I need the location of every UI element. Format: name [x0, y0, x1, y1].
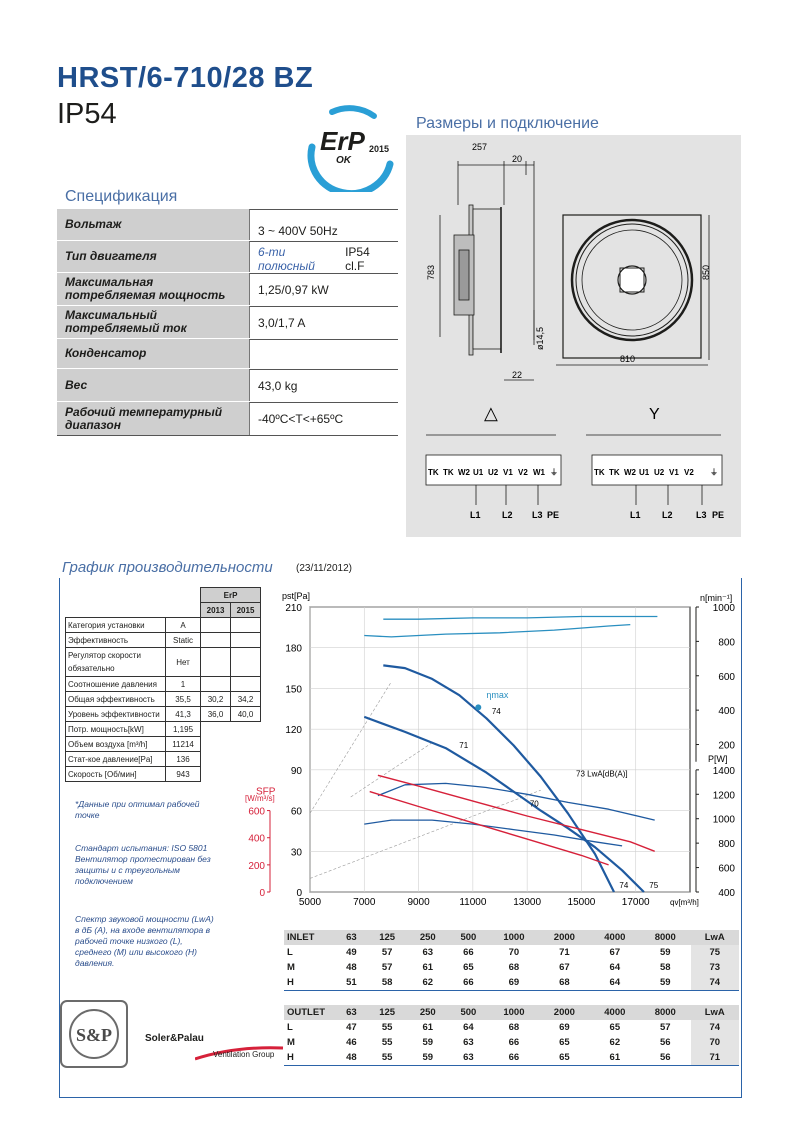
- motor-type-prefix: 6-ти полюсный: [258, 245, 315, 273]
- erp-row-value: 136: [166, 752, 201, 767]
- dim-783: 783: [426, 264, 436, 280]
- inlet-header-cell: INLET: [284, 930, 336, 945]
- ground-icon: ⏚: [710, 468, 718, 477]
- star-terminal: TK: [594, 468, 605, 477]
- outlet-cell: 55: [381, 1022, 393, 1033]
- standard-note: Стандарт испытания: ISO 5801 Вентилятор протестирован без защиты и с треугольным подключением: [75, 843, 211, 886]
- inlet-header-row: [284, 930, 739, 945]
- power-tick-label: 800: [718, 839, 735, 851]
- power-tick-label: 1200: [712, 790, 735, 802]
- line-label: L2: [662, 510, 673, 520]
- erp-header: ErP: [201, 588, 261, 603]
- x-axis-label: qv[m³/h]: [670, 898, 699, 907]
- outlet-cell: 48: [336, 1050, 367, 1065]
- specification-title: Спецификация: [65, 188, 178, 205]
- erp-header-blank: [66, 588, 166, 603]
- erp-header-blank: [166, 588, 201, 603]
- plot-area: [310, 607, 690, 892]
- inlet-header-cell: 1000: [489, 930, 539, 945]
- optimal-note: *Данные при оптимал рабочей точке: [75, 799, 200, 820]
- inlet-header-cell: 2000: [539, 930, 589, 945]
- erp-row-label: Эффективность: [66, 633, 166, 648]
- delta-terminal: TK: [443, 468, 454, 477]
- outlet-cell: 61: [422, 1022, 434, 1033]
- dim-20: 20: [512, 154, 523, 164]
- line-label: L3: [696, 510, 707, 520]
- inlet-cell: 75: [691, 945, 740, 960]
- spec-value: 3,0/1,7 A: [249, 306, 398, 338]
- power-tick-label: 400: [718, 888, 735, 899]
- efficiency-guide: [310, 682, 391, 814]
- outlet-header-cell: 2000: [539, 1005, 589, 1020]
- spec-value: 43,0 kg: [249, 369, 398, 401]
- sp-logo: [60, 1000, 130, 1070]
- dim-810: 810: [620, 354, 636, 364]
- outlet-header-cell: 125: [367, 1005, 408, 1020]
- level-71-label: 71: [459, 741, 469, 751]
- inlet-cell: 51: [336, 975, 367, 990]
- spec-table: [57, 209, 398, 436]
- sfp-tick-label: 200: [248, 860, 265, 872]
- spec-label: Вольтаж: [57, 209, 249, 240]
- y-axis-label: pst[Pa]: [282, 591, 311, 601]
- x-tick-label: 15000: [567, 897, 596, 908]
- erp-year-2015: 2015: [231, 603, 261, 618]
- erp-row: [66, 677, 261, 692]
- delta-terminal: V1: [503, 468, 513, 477]
- erp-row-2013: 30,2: [201, 692, 231, 707]
- erp-table: [65, 587, 261, 782]
- erp-row: [66, 752, 261, 767]
- erp-row-value: 35,5: [166, 692, 201, 707]
- spec-row: [57, 209, 398, 241]
- delta-terminal: U2: [488, 468, 499, 477]
- erp-row-value: Static: [166, 633, 201, 648]
- outlet-header-row: [284, 1005, 739, 1020]
- lwa-label: 73 LwA[dB(A)]: [576, 769, 628, 779]
- inlet-cell: 48: [346, 962, 357, 973]
- inlet-cell: H: [284, 975, 336, 990]
- star-terminal: U1: [639, 468, 650, 477]
- inlet-header-cell: 500: [448, 930, 489, 945]
- y-tick-label: 0: [296, 888, 302, 899]
- outlet-header-cell: OUTLET: [284, 1005, 336, 1020]
- erp-row-label: Категория установки: [66, 618, 166, 633]
- inlet-cell: 67: [559, 962, 570, 973]
- inlet-cell: 67: [609, 947, 621, 958]
- outlet-cell: 59: [407, 1050, 448, 1065]
- outlet-header-cell: LwA: [691, 1005, 740, 1020]
- inlet-header-cell: 125: [367, 930, 408, 945]
- inlet-sound-table: [284, 930, 739, 991]
- line-label: L1: [470, 510, 481, 520]
- ground-icon: ⏚: [550, 468, 558, 477]
- outlet-row: [284, 1020, 739, 1035]
- rpm-tick-label: 400: [718, 706, 735, 718]
- inlet-cell: 64: [609, 962, 621, 973]
- outlet-header-cell: 1000: [489, 1005, 539, 1020]
- inlet-row: [284, 975, 739, 990]
- erp-row: [66, 648, 261, 677]
- dim-hole: ø14,5: [535, 326, 545, 350]
- outlet-cell: 71: [691, 1050, 740, 1065]
- spectrum-note: Спектр звуковой мощности (LwA) в дБ (A), на входе вентилятора в рабочей точке низкого (L), среднего (M) или высокого (H) давления.: [75, 914, 214, 968]
- inlet-cell: 57: [381, 962, 393, 973]
- delta-terminal: U1: [473, 468, 484, 477]
- curve-end-74-label: 74: [619, 880, 629, 890]
- outlet-cell: M: [287, 1037, 295, 1048]
- erp-row-2013: [201, 633, 231, 648]
- efficiency-guide: [310, 790, 541, 878]
- erp-row-label: Общая эффективность: [66, 692, 166, 707]
- inlet-cell: 63: [422, 947, 434, 958]
- inlet-cell: 59: [659, 947, 671, 958]
- erp-row: [66, 618, 261, 633]
- brand-group: Ventilation Group: [213, 1050, 275, 1059]
- inlet-cell: 61: [422, 962, 434, 973]
- delta-terminal: V2: [518, 468, 528, 477]
- outlet-cell: 65: [539, 1050, 589, 1065]
- inlet-cell: 70: [508, 947, 520, 958]
- erp-row: [66, 707, 261, 722]
- erp-header-blank: [166, 603, 201, 618]
- dimensions-title: Размеры и подключение: [416, 115, 599, 132]
- spec-label: Тип двигателя: [57, 241, 249, 272]
- erp-row-value: 41,3: [166, 707, 201, 722]
- x-tick-label: 17000: [621, 897, 650, 908]
- outlet-cell: 68: [508, 1022, 520, 1033]
- chart-grid: [310, 607, 690, 892]
- erp-row-2013: [201, 677, 231, 692]
- spec-value: [249, 241, 398, 272]
- eta-max-level-label: 74: [491, 707, 501, 717]
- outlet-sound-table: [284, 1005, 739, 1066]
- outlet-row: [284, 1050, 739, 1065]
- erp-row: [66, 767, 261, 782]
- outlet-header-cell: 8000: [640, 1005, 690, 1020]
- star-terminal: U2: [654, 468, 665, 477]
- outlet-cell: 70: [691, 1035, 740, 1050]
- power-tick-label: 1400: [712, 765, 735, 777]
- erp-row-2015: 34,2: [231, 692, 261, 707]
- line-label: L3: [532, 510, 543, 520]
- outlet-cell: 62: [609, 1037, 621, 1048]
- sfp-curve-high: [378, 775, 655, 851]
- erp-row-value: A: [166, 618, 201, 633]
- dim-22: 22: [512, 370, 523, 380]
- erp-row: [66, 722, 261, 737]
- erp-row-label: Стат-кое давление[Pa]: [66, 752, 166, 767]
- inlet-header-cell: 250: [407, 930, 448, 945]
- outlet-cell: 56: [659, 1037, 671, 1048]
- erp-row-value: 1: [166, 677, 201, 692]
- inlet-cell: 57: [381, 947, 393, 958]
- motor-type-value: IP54 cl.F: [345, 245, 370, 273]
- spec-value: 3 ~ 400V 50Hz: [249, 209, 398, 240]
- erp-row-value: 1,195: [166, 722, 201, 737]
- rpm-tick-label: 200: [718, 740, 735, 752]
- inlet-row: [284, 960, 739, 975]
- star-symbol: Y: [649, 406, 660, 423]
- outlet-cell: 59: [422, 1037, 434, 1048]
- spec-row: [57, 369, 398, 402]
- line-label: L2: [502, 510, 513, 520]
- outlet-cell: 47: [346, 1022, 357, 1033]
- erp-row: [66, 737, 261, 752]
- outlet-cell: 63: [463, 1037, 474, 1048]
- erp-badge-ok: OK: [336, 155, 351, 166]
- spec-label: Вес: [57, 369, 249, 401]
- y-tick-label: 180: [285, 643, 302, 655]
- inlet-cell: 59: [640, 975, 690, 990]
- level-70-label: 70: [529, 799, 539, 809]
- outlet-cell: 63: [448, 1050, 489, 1065]
- y-tick-label: 90: [290, 765, 302, 777]
- spec-row: [57, 339, 398, 369]
- x-tick-label: 11000: [459, 897, 487, 908]
- performance-date: (23/11/2012): [296, 563, 352, 574]
- power-tick-label: 600: [718, 863, 735, 875]
- erp-row-label: Потр. мощность[kW]: [66, 722, 166, 737]
- inlet-cell: 73: [691, 960, 740, 975]
- line-label: PE: [712, 510, 725, 520]
- rpm-curve-low: [364, 625, 630, 637]
- erp-row-value: Нет: [166, 648, 201, 677]
- model-title: HRST/6-710/28 BZ: [57, 62, 314, 94]
- outlet-header-cell: 63: [336, 1005, 367, 1020]
- y-tick-label: 120: [285, 725, 302, 737]
- delta-terminal: TK: [428, 468, 439, 477]
- delta-terminal: W1: [533, 468, 545, 477]
- inlet-cell: 64: [590, 975, 640, 990]
- erp-row-value: 943: [166, 767, 201, 782]
- outlet-header-cell: 250: [407, 1005, 448, 1020]
- y-tick-label: 210: [285, 603, 302, 614]
- inlet-row: [284, 945, 739, 960]
- x-tick-label: 5000: [298, 897, 322, 908]
- dim-850: 850: [701, 264, 711, 280]
- star-terminal: V1: [669, 468, 679, 477]
- sfp-tick-label: 0: [259, 888, 265, 899]
- outlet-cell: 57: [659, 1022, 671, 1033]
- outlet-cell: 65: [559, 1037, 570, 1048]
- ip-rating: IP54: [57, 98, 117, 130]
- erp-year-2013: 2013: [201, 603, 231, 618]
- spec-row: [57, 306, 398, 339]
- y-tick-label: 150: [285, 684, 302, 696]
- spec-row: [57, 402, 398, 436]
- delta-terminal: W2: [458, 468, 470, 477]
- erp-row-label: Регулятор скорости обязательно: [66, 648, 166, 677]
- outlet-cell: 46: [346, 1037, 357, 1048]
- inlet-header-cell: 8000: [640, 930, 690, 945]
- rpm-curve-high: [383, 617, 657, 620]
- x-tick-label: 7000: [353, 897, 376, 908]
- chart-axes: [245, 591, 735, 908]
- erp-row-label: Уровень эффективности: [66, 707, 166, 722]
- star-terminal: V2: [684, 468, 694, 477]
- outlet-cell: 66: [489, 1050, 539, 1065]
- rpm-tick-label: 1000: [712, 603, 735, 614]
- inlet-cell: 66: [463, 947, 474, 958]
- dim-257: 257: [472, 142, 488, 152]
- inlet-cell: L: [287, 947, 293, 958]
- inlet-header-cell: 4000: [590, 930, 640, 945]
- delta-symbol: △: [484, 403, 498, 423]
- erp-row-label: Скорость [Об/мин]: [66, 767, 166, 782]
- erp-row-2015: 40,0: [231, 707, 261, 722]
- y-tick-label: 60: [290, 806, 302, 818]
- rpm-tick-label: 600: [718, 671, 735, 683]
- spec-row: [57, 273, 398, 306]
- spec-label: Рабочий температурный диапазон: [57, 402, 249, 435]
- dimension-drawing-panel: [406, 135, 741, 537]
- outlet-header-cell: 500: [448, 1005, 489, 1020]
- sp-logo-text: S&P: [76, 1025, 112, 1045]
- outlet-cell: 55: [367, 1050, 408, 1065]
- outlet-cell: 74: [691, 1020, 740, 1035]
- inlet-cell: 71: [559, 947, 570, 958]
- outlet-cell: H: [284, 1050, 336, 1065]
- outlet-cell: 66: [508, 1037, 520, 1048]
- power-curve-high: [378, 783, 655, 820]
- outlet-cell: L: [287, 1022, 293, 1033]
- sfp-axis-unit: [W/m³/s]: [245, 794, 275, 804]
- inlet-cell: 74: [691, 975, 740, 990]
- erp-row-2013: [201, 648, 231, 677]
- chart-series: [364, 617, 657, 893]
- line-label: PE: [547, 510, 560, 520]
- power-tick-label: 1000: [712, 814, 735, 826]
- sfp-tick-label: 400: [248, 833, 265, 845]
- star-terminal: TK: [609, 468, 620, 477]
- erp-row-2013: [201, 618, 231, 633]
- star-terminal: W2: [624, 468, 636, 477]
- erp-badge-text: ErP: [320, 126, 365, 156]
- x-tick-label: 9000: [407, 897, 430, 908]
- outlet-cell: 69: [559, 1022, 570, 1033]
- inlet-cell: 69: [489, 975, 539, 990]
- erp-row: [66, 633, 261, 648]
- erp-row-value: 11214: [166, 737, 201, 752]
- spec-row: [57, 241, 398, 273]
- outlet-cell: 56: [640, 1050, 690, 1065]
- inlet-cell: 58: [367, 975, 408, 990]
- sfp-axis-label: SFP: [256, 786, 276, 798]
- power-axis-label: P[W]: [708, 753, 728, 764]
- inlet-header-cell: 63: [336, 930, 367, 945]
- x-tick-label: 13000: [513, 897, 542, 908]
- eta-max-label: ηmax: [486, 689, 509, 700]
- eta-max-marker: [475, 704, 481, 710]
- inlet-header-cell: LwA: [691, 930, 740, 945]
- brand-name: Soler&Palau: [145, 1033, 204, 1044]
- spec-label: Конденсатор: [57, 339, 249, 368]
- inlet-cell: M: [287, 962, 295, 973]
- rpm-axis-label: n[min⁻¹]: [700, 593, 733, 603]
- inlet-cell: 58: [659, 962, 671, 973]
- erp-row: [66, 692, 261, 707]
- rpm-tick-label: 800: [718, 637, 735, 649]
- inlet-cell: 49: [346, 947, 357, 958]
- dimension-drawing: [406, 135, 741, 537]
- outlet-cell: 55: [381, 1037, 393, 1048]
- power-curve-low: [364, 820, 622, 846]
- outlet-row: [284, 1035, 739, 1050]
- erp-row-label: Соотношение давления: [66, 677, 166, 692]
- performance-title: График производительности: [62, 559, 273, 576]
- spec-label: Максимальная потребляемая мощность: [57, 273, 249, 305]
- erp-header-blank: [66, 603, 166, 618]
- inlet-cell: 62: [407, 975, 448, 990]
- spec-label: Максимальный потребляемый ток: [57, 306, 249, 338]
- erp-ok-badge: [292, 102, 402, 192]
- erp-badge-year: 2015: [369, 144, 390, 154]
- spec-value: [249, 339, 398, 368]
- outlet-cell: 65: [609, 1022, 621, 1033]
- spec-value: 1,25/0,97 kW: [249, 273, 398, 305]
- line-label: L1: [630, 510, 641, 520]
- inlet-cell: 66: [448, 975, 489, 990]
- outlet-cell: 64: [463, 1022, 474, 1033]
- sfp-tick-label: 600: [248, 806, 265, 818]
- y-tick-label: 30: [290, 847, 302, 859]
- erp-row-label: Объем воздуха [m³/h]: [66, 737, 166, 752]
- erp-row-2013: 36,0: [201, 707, 231, 722]
- outlet-cell: 61: [590, 1050, 640, 1065]
- spec-value: -40ºC<T<+65ºC: [249, 402, 398, 435]
- performance-chart: [240, 585, 735, 915]
- curve-end-75-label: 75: [649, 880, 659, 890]
- outlet-header-cell: 4000: [590, 1005, 640, 1020]
- inlet-cell: 68: [539, 975, 589, 990]
- inlet-cell: 68: [508, 962, 520, 973]
- inlet-cell: 65: [463, 962, 474, 973]
